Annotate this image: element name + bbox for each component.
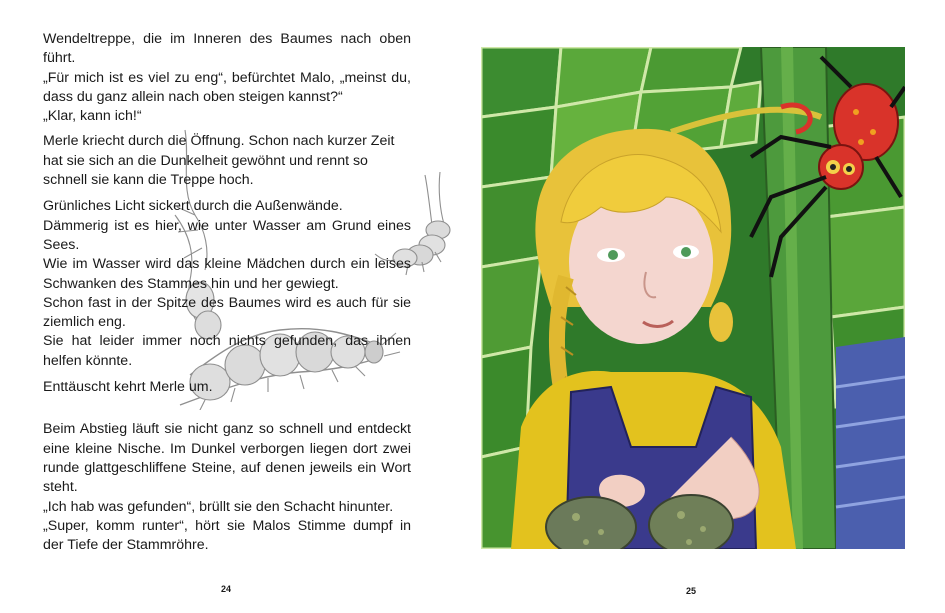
text-line: Dämmerig ist es hier, wie unter Wasser am Grund eines: [43, 217, 411, 234]
text-line: Wendeltreppe, die im Inneren des Baumes nach oben: [43, 31, 411, 47]
page-number-right: 25: [686, 586, 697, 596]
left-page: [0, 0, 470, 613]
text-line: helfen könnte.: [43, 352, 133, 369]
text-line: führt.: [43, 50, 76, 67]
text-line: Wie im Wasser wird das kleine Mädchen durch ein leises: [43, 256, 411, 273]
text-line: Grünliches Licht sickert durch die Außenwände.: [43, 198, 343, 215]
text-line: Sees.: [43, 236, 80, 253]
text-line: steht.: [43, 479, 78, 496]
page-number-left: 24: [221, 584, 232, 594]
text-line: Schon fast in der Spitze des Baumes wird es auch für sie: [43, 294, 411, 311]
text-line: „Für mich ist es viel zu eng“, befürchtet Malo, „meinst du,: [43, 69, 411, 86]
text-line: „Ich hab was gefunden“, brüllt sie den Schacht hinunter.: [43, 498, 394, 515]
paragraph-5: [43, 420, 411, 555]
text-line: Merle kriecht durch die Öffnung. Schon nach kurzer Zeit: [43, 133, 395, 150]
text-line: der Tiefe der Stammröhre.: [43, 537, 209, 554]
paragraph-4: [43, 378, 411, 397]
text-line: dass du ganz allein nach oben steigen kannst?“: [43, 88, 343, 105]
paragraph-3: [43, 197, 411, 371]
text-line: ziemlich eng.: [43, 314, 126, 331]
paragraph-1: [43, 30, 411, 126]
right-page: [470, 0, 945, 613]
text-line: Enttäuscht kehrt Merle um.: [43, 379, 213, 396]
paragraph-2: [43, 132, 411, 190]
text-line: Sie hat leider immer noch nichts gefunden, das ihnen: [43, 333, 411, 350]
text-line: hat sie sich an die Dunkelheit gewöhnt und rennt so: [43, 152, 368, 169]
text-line: Schwanken des Stammes hin und her gewiegt.: [43, 275, 339, 292]
text-line: runde glattgeschliffene Steine, auf denen jeweils ein Wort: [43, 459, 411, 476]
text-line: eine kleine Nische. Im Dunkel verborgen liegen dort zwei: [43, 440, 411, 457]
text-line: Beim Abstieg läuft sie nicht ganz so schnell und entdeckt: [43, 421, 411, 438]
text-line: schnell sie kann die Treppe hoch.: [43, 172, 254, 189]
girl-with-stones-illustration: [481, 47, 905, 549]
story-text: [43, 30, 411, 555]
text-line: „Super, komm runter“, hört sie Malos Stimme dumpf in: [43, 517, 411, 534]
text-line: „Klar, kann ich!“: [43, 108, 142, 125]
